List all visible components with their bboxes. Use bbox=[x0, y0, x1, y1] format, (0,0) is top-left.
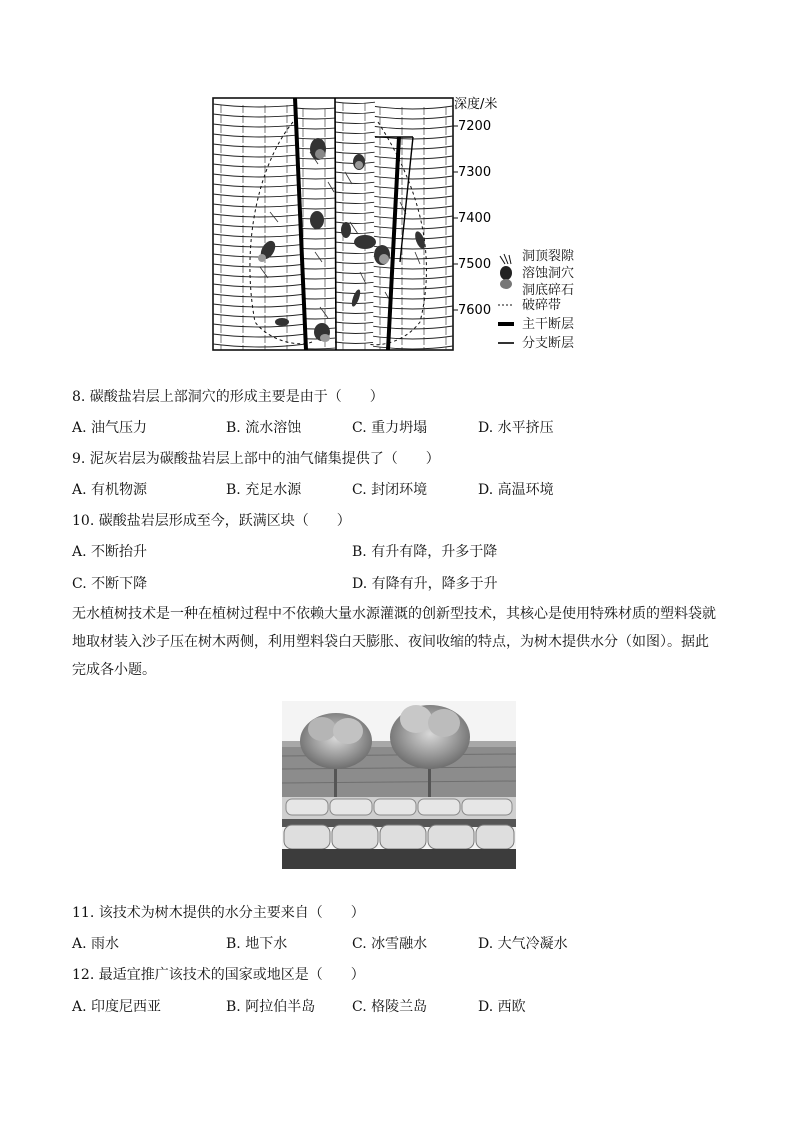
question-9-stem: 9. 泥灰岩层为碳酸盐岩层上部中的油气储集提供了（ ） bbox=[72, 451, 440, 467]
q8-option-d[interactable]: D. 水平挤压 bbox=[478, 420, 554, 436]
q12-option-c[interactable]: C. 格陵兰岛 bbox=[352, 999, 428, 1015]
depth-tick-label: 7600 bbox=[458, 303, 492, 318]
q9-option-d[interactable]: D. 高温环境 bbox=[478, 482, 554, 498]
q11-option-b[interactable]: B. 地下水 bbox=[226, 936, 288, 952]
section-frame bbox=[213, 98, 453, 350]
q8-option-b[interactable]: B. 流水溶蚀 bbox=[226, 420, 302, 436]
question-11-stem: 11. 该技术为树木提供的水分主要来自（ ） bbox=[72, 905, 365, 921]
cave-icon bbox=[500, 266, 512, 280]
q10-option-c[interactable]: C. 不断下降 bbox=[72, 576, 148, 592]
legend-label-cave: 溶蚀洞穴 bbox=[522, 266, 575, 281]
q9-option-a[interactable]: A. 有机物源 bbox=[72, 482, 148, 498]
q10-option-d[interactable]: D. 有降有升，降多于升 bbox=[352, 576, 498, 592]
question-12-stem: 12. 最适宜推广该技术的国家或地区是（ ） bbox=[72, 967, 365, 983]
fracture-icon bbox=[500, 254, 511, 264]
q8-option-c[interactable]: C. 重力坍塌 bbox=[352, 420, 428, 436]
legend bbox=[498, 254, 514, 343]
q11-option-a[interactable]: A. 雨水 bbox=[72, 936, 120, 952]
tree-sandbag-photo bbox=[282, 701, 516, 869]
depth-axis-title: 深度/米 bbox=[454, 97, 498, 112]
branch-fault-middle bbox=[335, 98, 336, 350]
legend-label-main-fault: 主干断层 bbox=[522, 317, 575, 332]
question-8-stem: 8. 碳酸盐岩层上部洞穴的形成主要是由于（ ） bbox=[72, 389, 384, 405]
depth-tick-label: 7400 bbox=[458, 211, 492, 226]
q10-option-a[interactable]: A. 不断抬升 bbox=[72, 544, 148, 560]
rubble-icon bbox=[500, 279, 512, 289]
depth-tick-label: 7300 bbox=[458, 165, 492, 180]
legend-label-rubble: 洞底碎石 bbox=[522, 283, 575, 298]
legend-label-fracture: 洞顶裂隙 bbox=[522, 249, 575, 264]
q9-option-c[interactable]: C. 封闭环境 bbox=[352, 482, 428, 498]
q12-option-b[interactable]: B. 阿拉伯半岛 bbox=[226, 999, 316, 1015]
depth-tick-label: 7200 bbox=[458, 119, 492, 134]
q12-option-a[interactable]: A. 印度尼西亚 bbox=[72, 999, 162, 1015]
sandbag-rows bbox=[282, 797, 516, 869]
q8-option-a[interactable]: A. 油气压力 bbox=[72, 420, 148, 436]
q11-option-d[interactable]: D. 大气冷凝水 bbox=[478, 936, 568, 952]
depth-tick-label: 7500 bbox=[458, 257, 492, 272]
q10-option-b[interactable]: B. 有升有降，升多于降 bbox=[352, 544, 498, 560]
question-10-stem: 10. 碳酸盐岩层形成至今，跃满区块（ ） bbox=[72, 513, 351, 529]
q9-option-b[interactable]: B. 充足水源 bbox=[226, 482, 302, 498]
q12-option-d[interactable]: D. 西欧 bbox=[478, 999, 526, 1015]
legend-label-branch-fault: 分支断层 bbox=[522, 336, 575, 351]
legend-label-fracture-zone: 破碎带 bbox=[522, 298, 562, 313]
q11-option-c[interactable]: C. 冰雪融水 bbox=[352, 936, 428, 952]
passage-text: 无水植树技术是一种在植树过程中不依赖大量水源灌溉的创新型技术，其核心是使用特殊材质的塑料袋就地取材装入沙子压在树木两侧，利用塑料袋白天膨胀、夜间收缩的特点，为树木提供水分（如图）。据此完成各小题。 bbox=[72, 606, 716, 678]
